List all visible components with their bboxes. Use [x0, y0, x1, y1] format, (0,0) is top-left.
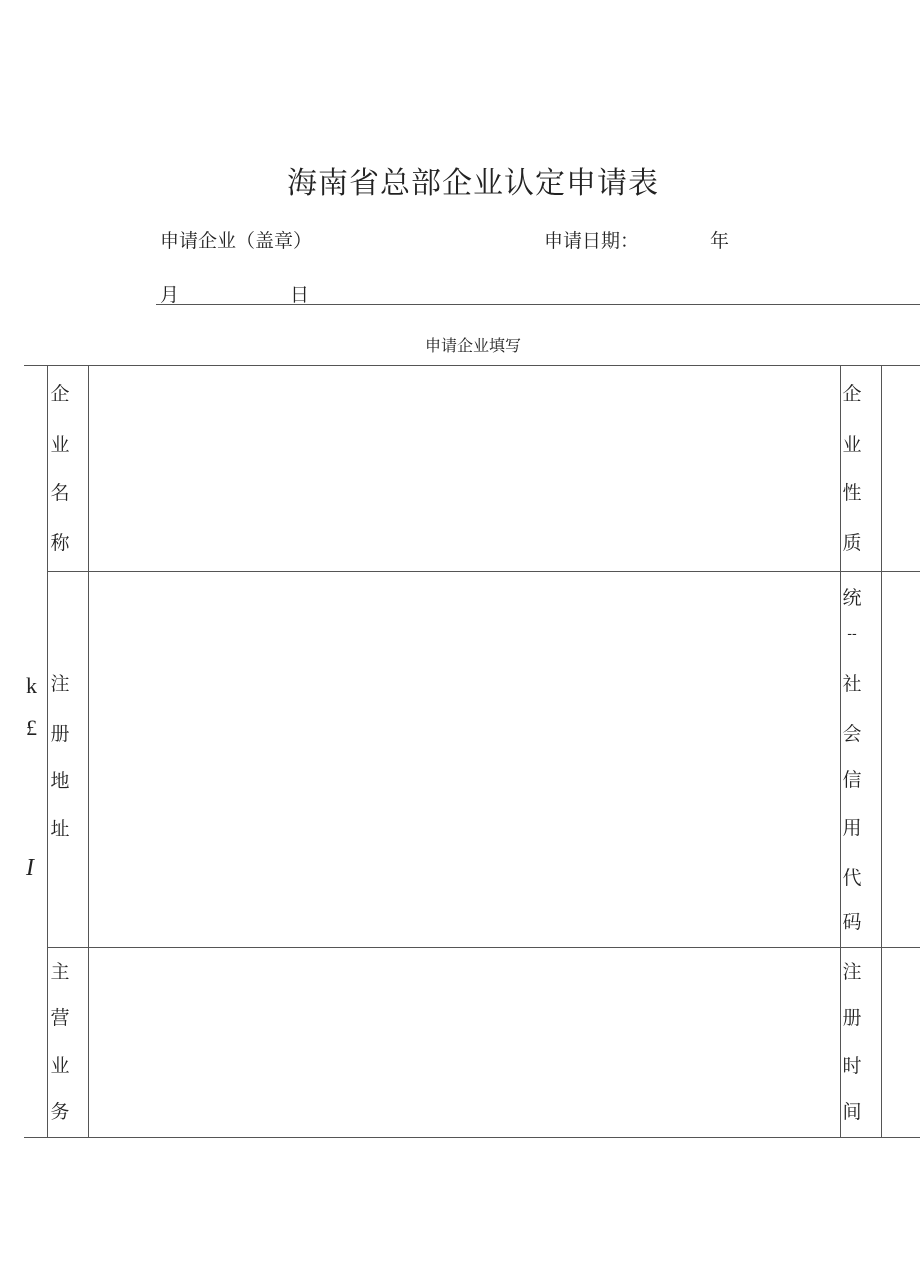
header-rule [156, 304, 920, 305]
credit-code-field[interactable] [883, 573, 920, 945]
section-title: 申请企业填写 [424, 336, 521, 355]
date-label: 申请日期： [544, 230, 640, 252]
row-divider [47, 571, 920, 572]
company-type-field[interactable] [883, 367, 920, 569]
day-label: 日 [290, 284, 310, 306]
main-business-label: 主 营 业 务 [50, 961, 70, 1123]
table-top-border [24, 365, 920, 366]
company-type-label: 企 业 性 质 [842, 383, 862, 554]
form-table [24, 365, 920, 1138]
side-mark: £ [26, 715, 37, 740]
year-label: 年 [710, 230, 730, 252]
side-mark: I [26, 855, 34, 881]
table-bottom-border [24, 1137, 920, 1138]
registration-date-label: 注 册 时 间 [842, 961, 862, 1123]
company-name-label: 企 业 名 称 [50, 383, 70, 554]
registered-address-field[interactable] [90, 573, 838, 945]
credit-code-label: 统 -- 社 会 信 用 代 码 [842, 587, 862, 933]
column-divider [881, 365, 882, 1137]
registered-address-label: 注 册 地 址 [50, 673, 70, 840]
row-divider [47, 947, 920, 948]
page-title: 海南省总部企业认定申请表 [287, 166, 659, 201]
month-label: 月 [160, 284, 180, 306]
side-mark: k [26, 673, 37, 698]
applicant-label: 申请企业（盖章） [160, 230, 313, 252]
column-divider [88, 365, 89, 1137]
main-business-field[interactable] [90, 949, 838, 1135]
registration-date-field[interactable] [883, 949, 920, 1135]
company-name-field[interactable] [90, 367, 838, 569]
